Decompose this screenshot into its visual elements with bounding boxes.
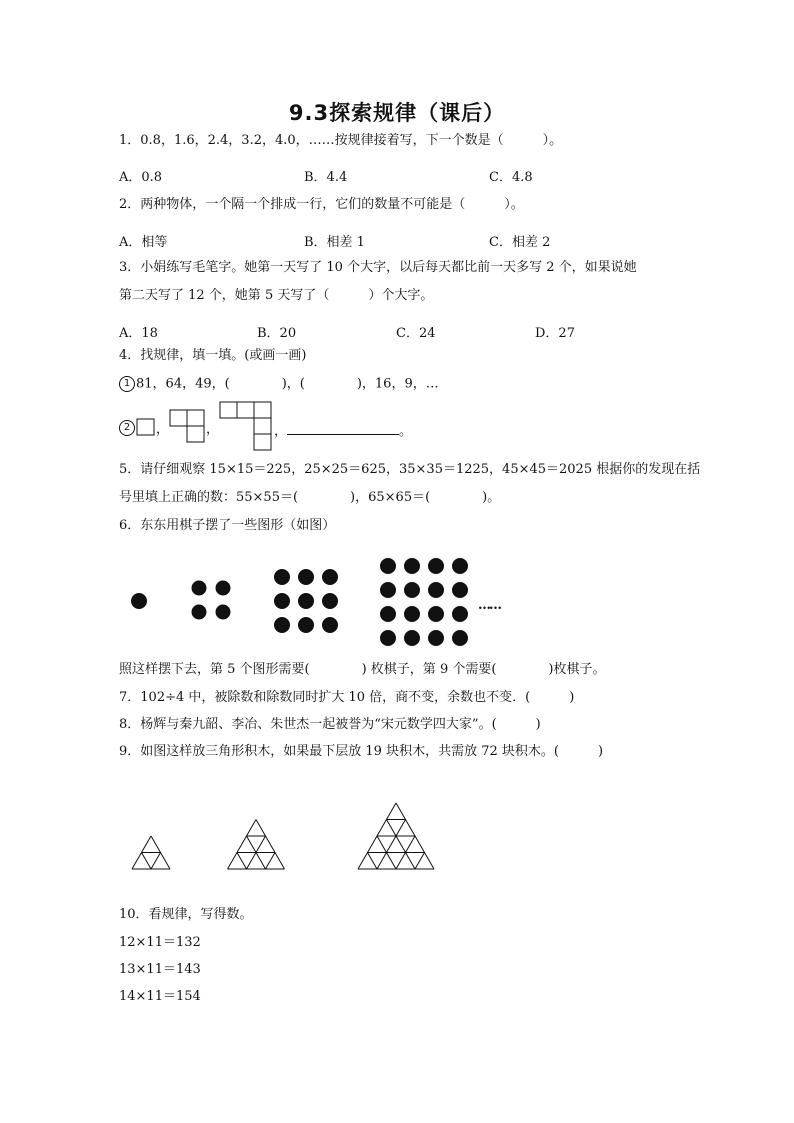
question-7: 7．102÷4 中，被除数和除数同时扩大 10 倍，商不变，余数也不变．( ) [119, 690, 575, 705]
q4-comma-2: ， [206, 422, 220, 437]
question-6: 6．东东用棋子摆了一些图形（如图） [119, 518, 336, 533]
question-5-line-2: 号里填上正确的数：55×55＝( )，65×65＝( )。 [119, 490, 501, 505]
question-3-line-2: 第二天写了 12 个，她第 5 天写了（ ）个大字。 [119, 288, 434, 303]
question-6-answer: 照这样摆下去，第 5 个图形需要( ) 枚棋子，第 9 个需要( )枚棋子。 [119, 662, 606, 677]
q2-option-b: B．相差 1 [304, 235, 365, 250]
question-2: 2．两种物体，一个隔一个排成一行，它们的数量不可能是（ ）。 [119, 197, 524, 212]
q10-line-1: 12×11＝132 [119, 935, 201, 950]
q1-option-c: C．4.8 [489, 170, 533, 185]
question-10: 10．看规律，写得数。 [119, 907, 253, 922]
q10-line-3: 14×11＝154 [119, 989, 201, 1004]
q4-sub-1-sequence: 81，64，49，( )，( )，16，9，… [136, 376, 439, 392]
question-1: 1．0.8，1.6，2.4，3.2，4.0，……按规律接着写，下一个数是（ ）。 [119, 133, 563, 148]
q3-option-d: D．27 [535, 326, 575, 341]
q3-option-a: A．18 [119, 326, 158, 341]
question-5-line-1: 5．请仔细观察 15×15＝225，25×25＝625，35×35＝1225，45×45＝2025 根据你的发现在括 [119, 462, 701, 477]
page-title: 9.3探索规律（课后） [288, 101, 506, 125]
q3-option-b: B．20 [257, 326, 297, 341]
q2-option-a: A．相等 [119, 235, 168, 250]
circled-number-2: 2 [119, 420, 135, 436]
triangle-edge-fig-2 [237, 853, 247, 870]
q2-option-c: C．相差 2 [489, 235, 551, 250]
q1-option-a: A．0.8 [119, 170, 163, 185]
triangle-edge-fig-1 [151, 853, 161, 870]
continuation-dots: …… [478, 598, 500, 613]
circled-number-1: 1 [119, 376, 135, 392]
triangle-edge-fig-3 [368, 853, 378, 870]
q4-comma-3: ， [274, 424, 288, 439]
q10-line-2: 13×11＝143 [119, 962, 201, 977]
question-9: 9．如图这样放三角形积木，如果最下层放 19 块积木，共需放 72 块积木。( ) [119, 744, 604, 759]
q4-period: 。 [399, 424, 413, 439]
question-3-line-1: 3．小娟练写毛笔字。她第一天写了 10 个大字，以后每天都比前一天多写 2 个，如果说她 [119, 260, 637, 275]
triangle-edge-fig-1 [142, 853, 152, 870]
triangle-edge-fig-2 [266, 853, 276, 870]
triangle-edge-fig-3 [415, 853, 425, 870]
q3-option-c: C．24 [396, 326, 436, 341]
q4-comma-1: ， [156, 422, 170, 437]
q1-option-b: B．4.4 [304, 170, 348, 185]
question-8: 8．杨辉与秦九韶、李冶、朱世杰一起被誉为“宋元数学四大家”。( ) [119, 717, 541, 732]
question-4: 4．找规律，填一填。(或画一画) [119, 348, 307, 363]
